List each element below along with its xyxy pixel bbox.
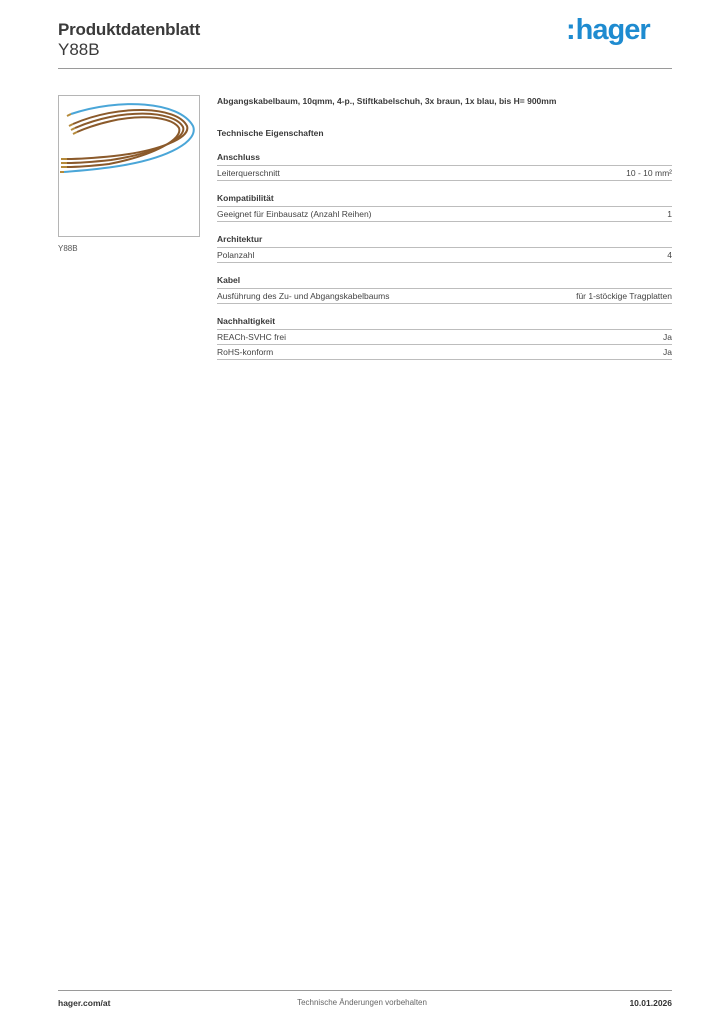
property-row [217, 330, 672, 345]
section-title: Technische Eigenschaften [217, 128, 324, 138]
group-title: Nachhaltigkeit [217, 316, 672, 330]
image-caption: Y88B [58, 244, 78, 253]
group-title: Kompatibilität [217, 193, 672, 207]
header-divider [58, 68, 672, 69]
property-value: für 1-stöckige Tragplatten [576, 291, 672, 301]
product-details [217, 96, 672, 372]
group-title: Architektur [217, 234, 672, 248]
hager-logo: :hager [566, 14, 650, 46]
product-image [58, 95, 200, 237]
page-title: Produktdatenblatt [58, 20, 201, 39]
property-row [217, 289, 672, 304]
product-description: Abgangskabelbaum, 10qmm, 4-p., Stiftkabelschuh, 3x braun, 1x blau, bis H= 900mm [217, 96, 557, 106]
property-value: 10 - 10 mm² [626, 168, 672, 178]
property-value: 1 [667, 209, 672, 219]
property-label: Polanzahl [217, 250, 255, 260]
group-kabel [217, 275, 672, 304]
property-row [217, 248, 672, 263]
logo-text: hager [575, 14, 650, 46]
cable-harness-illustration [59, 96, 199, 236]
property-value: Ja [663, 332, 672, 342]
group-kompatibilitaet [217, 193, 672, 222]
property-row [217, 345, 672, 360]
footer-notice: Technische Änderungen vorbehalten [297, 998, 427, 1007]
property-label: REACh-SVHC frei [217, 332, 286, 342]
property-label: Ausführung des Zu- und Abgangskabelbaums [217, 291, 390, 301]
property-value: 4 [667, 250, 672, 260]
group-nachhaltigkeit [217, 316, 672, 360]
property-label: RoHS-konform [217, 347, 274, 357]
footer-date: 10.01.2026 [629, 998, 672, 1008]
property-label: Leiterquerschnitt [217, 168, 280, 178]
group-architektur [217, 234, 672, 263]
property-value: Ja [663, 347, 672, 357]
article-number: Y88B [58, 40, 100, 59]
group-title: Anschluss [217, 152, 672, 166]
footer-website-link[interactable]: hager.com/at [58, 998, 111, 1008]
group-title: Kabel [217, 275, 672, 289]
property-row [217, 207, 672, 222]
property-label: Geeignet für Einbausatz (Anzahl Reihen) [217, 209, 372, 219]
group-anschluss [217, 152, 672, 181]
footer-divider [58, 990, 672, 991]
property-row [217, 166, 672, 181]
